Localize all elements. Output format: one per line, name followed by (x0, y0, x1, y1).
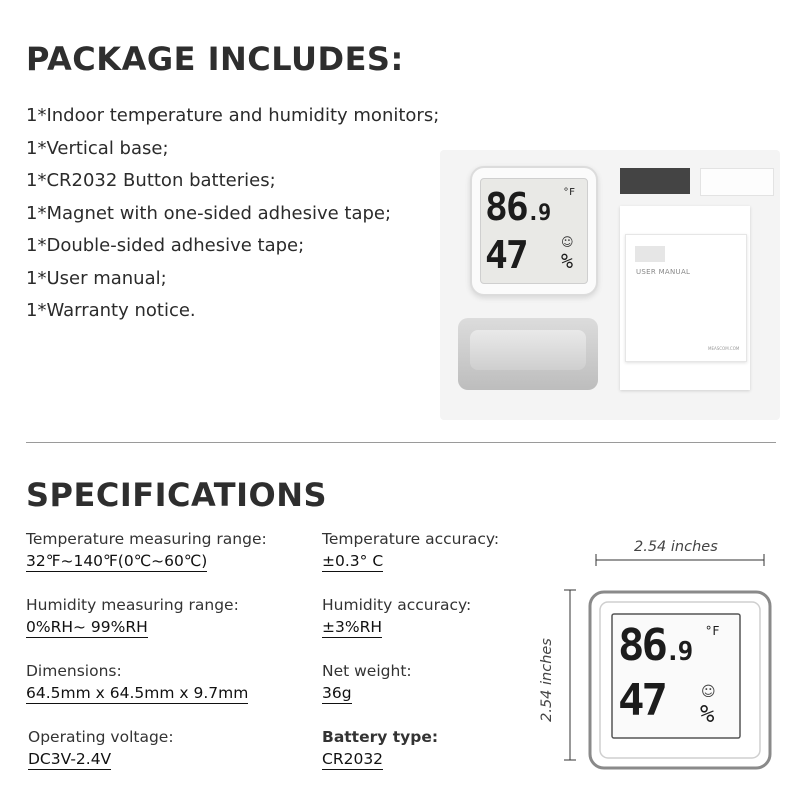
spec-label: Net weight: (322, 662, 412, 680)
spec-battery-type (322, 728, 438, 770)
package-item: 1*Vertical base; (26, 137, 169, 159)
spec-value: 36g (322, 684, 352, 702)
spec-label: Dimensions: (26, 662, 122, 680)
manual-logo (635, 246, 665, 262)
diagram-humidity: 47 (618, 675, 665, 726)
adhesive-tape-photo (700, 168, 774, 196)
spec-humidity-accuracy (322, 596, 471, 638)
diagram-temperature: 86.9 (618, 620, 691, 671)
spec-value: ±3%RH (322, 618, 383, 636)
package-item: 1*CR2032 Button batteries; (26, 170, 276, 191)
thermometer-device-photo (470, 166, 598, 296)
smiley-icon: ☺ (561, 235, 574, 249)
spec-operating-voltage (28, 728, 174, 770)
section-divider (26, 442, 776, 443)
specifications-title: SPECIFICATIONS (26, 476, 328, 514)
spec-label: Operating voltage: (28, 728, 174, 746)
diagram-smiley-icon: ☺ (701, 684, 716, 700)
spec-value: CR2032 (322, 750, 384, 768)
package-item: 1*Warranty notice. (26, 300, 196, 321)
manual-url: MEASCOM.COM (708, 346, 740, 351)
diagram-temp-unit: °F (705, 624, 720, 638)
package-title: PACKAGE INCLUDES: (26, 40, 404, 78)
spec-value: ±0.3° C (322, 552, 384, 570)
height-label: 2.54 inches (539, 638, 555, 722)
spec-label: Temperature accuracy: (322, 530, 500, 548)
spec-label: Humidity measuring range: (26, 596, 239, 614)
spec-value: 32℉~140℉(0℃~60℃) (26, 552, 208, 570)
manual-title: USER MANUAL (636, 268, 691, 276)
device-temp-unit: °F (563, 187, 576, 198)
spec-net-weight (322, 662, 412, 704)
device-screen (480, 178, 588, 284)
spec-value: 0%RH~ 99%RH (26, 618, 148, 636)
package-item: 1*Magnet with one-sided adhesive tape; (26, 202, 392, 224)
spec-temperature-accuracy (322, 530, 499, 572)
vertical-base-slot (470, 330, 586, 370)
spec-value: DC3V-2.4V (28, 750, 112, 768)
device-humidity: 47 (485, 233, 527, 277)
diagram-humidity-unit: % (700, 700, 715, 728)
device-humidity-unit: % (561, 249, 574, 273)
spec-temperature-range (26, 530, 267, 572)
device-temperature: 86.9 (485, 185, 550, 229)
spec-label: Battery type: (322, 728, 439, 746)
spec-label: Temperature measuring range: (26, 530, 267, 548)
spec-value: 64.5mm x 64.5mm x 9.7mm (26, 684, 249, 702)
package-item: 1*Double-sided adhesive tape; (26, 235, 305, 256)
width-label: 2.54 inches (634, 539, 718, 555)
magnet-photo (620, 168, 690, 194)
package-item: 1*User manual; (26, 267, 167, 289)
spec-humidity-range (26, 596, 239, 638)
spec-label: Humidity accuracy: (322, 596, 472, 614)
package-list (26, 100, 439, 328)
spec-dimensions (26, 662, 248, 704)
package-item: 1*Indoor temperature and humidity monitors; (26, 105, 440, 126)
